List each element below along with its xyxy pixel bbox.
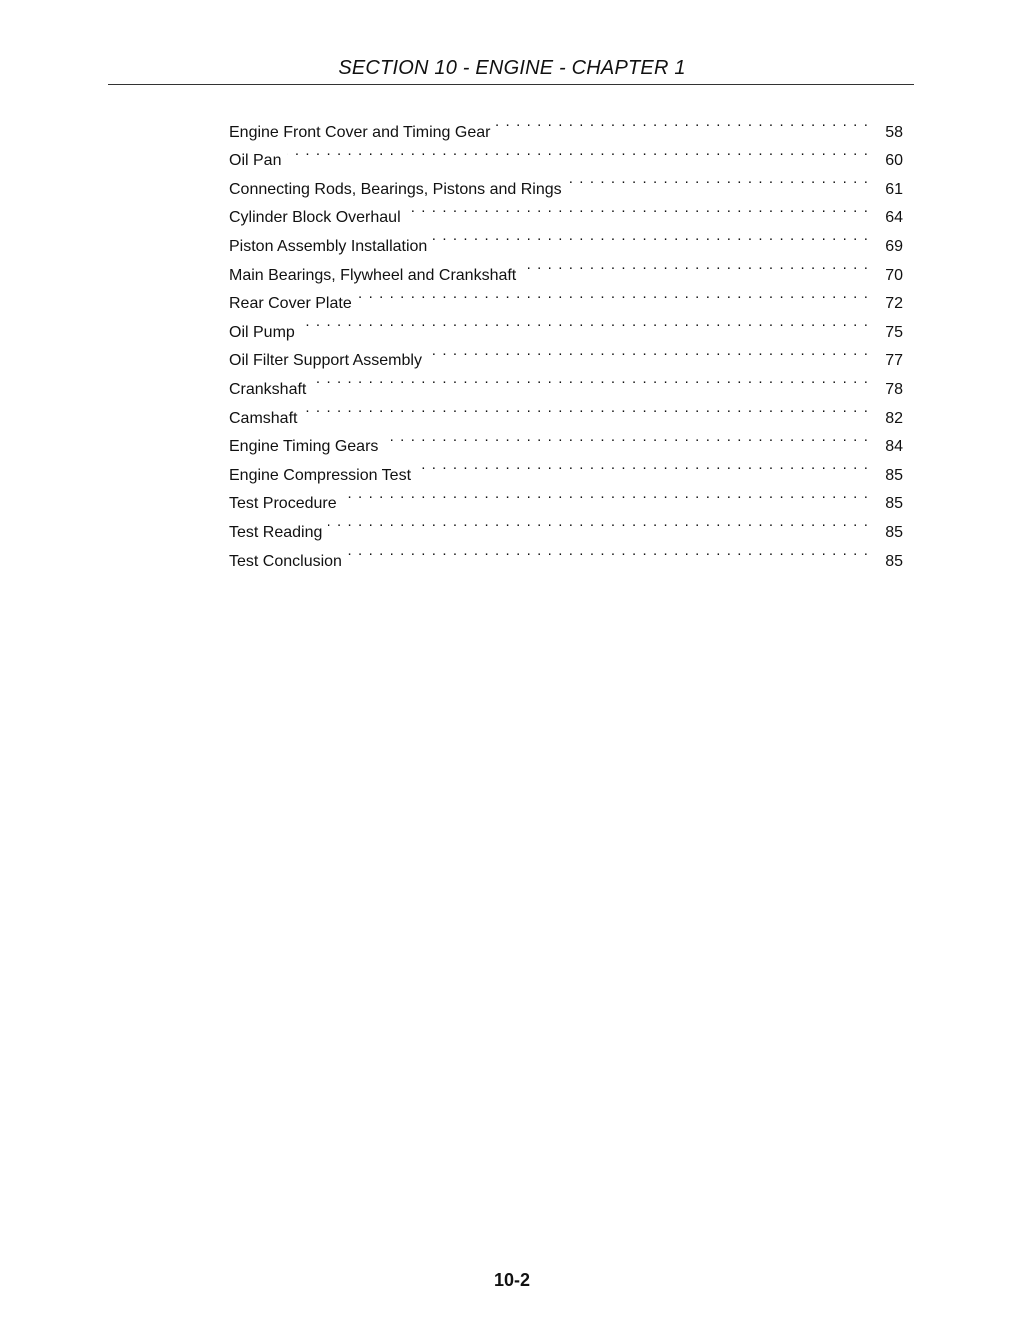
toc-entry-page: 69 bbox=[885, 237, 903, 255]
toc-dot-leader bbox=[522, 251, 869, 280]
toc-entry-page: 75 bbox=[885, 323, 903, 341]
toc-dot-leader bbox=[428, 337, 869, 366]
toc-entry-title: Engine Timing Gears bbox=[229, 438, 379, 456]
toc-dot-leader bbox=[348, 537, 869, 566]
toc-dot-leader bbox=[312, 365, 869, 394]
toc-entry-test-reading[interactable] bbox=[229, 508, 903, 541]
toc-entry-connecting-rods[interactable] bbox=[229, 165, 903, 198]
toc-entry-title: Piston Assembly Installation bbox=[229, 237, 428, 255]
page-header-title: SECTION 10 - ENGINE - CHAPTER 1 bbox=[338, 57, 686, 79]
toc-dot-leader bbox=[568, 165, 869, 194]
toc-entry-page: 58 bbox=[885, 123, 903, 141]
toc-entry-engine-timing-gears[interactable] bbox=[229, 423, 903, 456]
toc-dot-leader bbox=[384, 423, 869, 452]
toc-entry-title: Oil Pump bbox=[229, 323, 295, 341]
toc-entry-test-conclusion[interactable] bbox=[229, 537, 903, 570]
toc-dot-leader bbox=[287, 137, 869, 166]
toc-entry-title: Engine Front Cover and Timing Gear bbox=[229, 123, 491, 141]
toc-entry-oil-pump[interactable] bbox=[229, 308, 903, 341]
toc-dot-leader bbox=[301, 308, 869, 337]
toc-dot-leader bbox=[343, 480, 869, 509]
table-of-contents bbox=[229, 108, 903, 570]
toc-entry-title: Engine Compression Test bbox=[229, 466, 412, 484]
toc-entry-title: Test Reading bbox=[229, 523, 323, 541]
toc-entry-page: 64 bbox=[885, 209, 903, 227]
toc-entry-page: 85 bbox=[885, 495, 903, 513]
toc-entry-engine-front-cover[interactable] bbox=[229, 108, 903, 141]
toc-entry-title: Oil Filter Support Assembly bbox=[229, 352, 422, 370]
toc-dot-leader bbox=[358, 280, 869, 309]
toc-entry-page: 60 bbox=[885, 152, 903, 170]
toc-entry-page: 70 bbox=[885, 266, 903, 284]
toc-entry-page: 77 bbox=[885, 352, 903, 370]
toc-entry-page: 82 bbox=[885, 409, 903, 427]
toc-entry-crankshaft[interactable] bbox=[229, 365, 903, 398]
toc-dot-leader bbox=[303, 394, 869, 423]
toc-dot-leader bbox=[407, 194, 869, 223]
toc-entry-title: Rear Cover Plate bbox=[229, 295, 352, 313]
page-number: 10-2 bbox=[493, 1270, 531, 1290]
toc-entry-title: Cylinder Block Overhaul bbox=[229, 209, 401, 227]
toc-dot-leader bbox=[417, 451, 869, 480]
toc-entry-page: 84 bbox=[885, 438, 903, 456]
toc-entry-title: Main Bearings, Flywheel and Crankshaft bbox=[229, 266, 517, 284]
toc-entry-page: 72 bbox=[885, 295, 903, 313]
toc-entry-page: 78 bbox=[885, 380, 903, 398]
toc-entry-page: 61 bbox=[885, 180, 903, 198]
toc-entry-title: Crankshaft bbox=[229, 380, 307, 398]
toc-entry-page: 85 bbox=[885, 466, 903, 484]
header-divider bbox=[108, 84, 914, 85]
toc-dot-leader bbox=[328, 508, 869, 537]
toc-entry-title: Test Conclusion bbox=[229, 552, 342, 570]
toc-dot-leader bbox=[496, 108, 869, 137]
toc-entry-oil-filter-support[interactable] bbox=[229, 337, 903, 370]
toc-entry-title: Camshaft bbox=[229, 409, 298, 427]
toc-dot-leader bbox=[433, 222, 869, 251]
toc-entry-title: Connecting Rods, Bearings, Pistons and Rings bbox=[229, 180, 562, 198]
toc-entry-camshaft[interactable] bbox=[229, 394, 903, 427]
toc-entry-page: 85 bbox=[885, 523, 903, 541]
toc-entry-page: 85 bbox=[885, 552, 903, 570]
toc-entry-oil-pan[interactable] bbox=[229, 137, 903, 170]
toc-entry-title: Oil Pan bbox=[229, 152, 282, 170]
toc-entry-title: Test Procedure bbox=[229, 495, 337, 513]
